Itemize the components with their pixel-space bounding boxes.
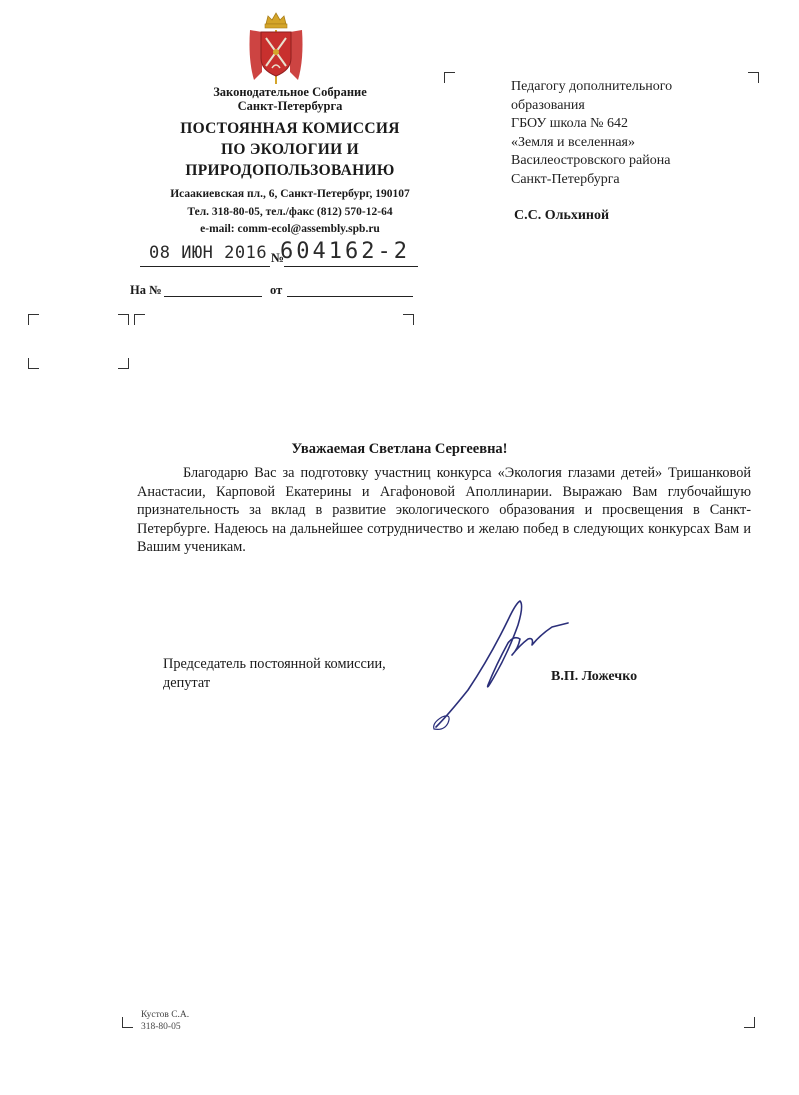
recipient-line: ГБОУ школа № 642 (511, 116, 629, 131)
greeting: Уважаемая Светлана Сергеевна! (291, 441, 508, 457)
registration-number: 604162-2 (280, 239, 410, 264)
corner-mark (28, 314, 39, 325)
number-underline (284, 266, 418, 267)
corner-mark (444, 72, 455, 83)
date-underline (140, 266, 270, 267)
executor-phone: 318-80-05 (141, 1022, 181, 1032)
corner-mark (744, 1017, 755, 1028)
recipient-block (511, 78, 672, 189)
handwritten-signature-icon (428, 595, 578, 735)
recipient-line: Педагогу дополнительного (511, 79, 673, 94)
org-name-line2: Санкт-Петербурга (237, 99, 343, 113)
ref-number-underline (164, 296, 262, 297)
corner-mark (748, 72, 759, 83)
corner-mark (118, 358, 129, 369)
email: e-mail: comm-ecol@assembly.spb.ru (200, 223, 380, 235)
signer-position-line2: депутат (163, 675, 211, 691)
corner-mark (134, 314, 145, 325)
ref-date-underline (287, 296, 413, 297)
commission-title-line2: ПО ЭКОЛОГИИ И (220, 141, 360, 158)
corner-mark (122, 1017, 133, 1028)
ref-date-label: от (270, 283, 283, 297)
phones: Тел. 318-80-05, тел./факс (812) 570-12-64 (187, 206, 393, 218)
signer-position-line1: Председатель постоянной комиссии, (163, 656, 386, 672)
commission-title-line1: ПОСТОЯННАЯ КОМИССИЯ (180, 120, 400, 137)
number-sign: № (271, 250, 285, 265)
coat-of-arms-icon (244, 10, 308, 88)
ref-number-label: На № (130, 283, 162, 297)
corner-mark (118, 314, 129, 325)
corner-mark (403, 314, 414, 325)
org-name-line1: Законодательное Собрание (213, 85, 367, 99)
commission-title-line3: ПРИРОДОПОЛЬЗОВАНИЮ (185, 162, 395, 179)
recipient-name: С.С. Ольхиной (514, 208, 610, 223)
corner-mark (28, 358, 39, 369)
recipient-line: образования (511, 97, 585, 113)
recipient-line: Василеостровского района (511, 153, 671, 168)
address: Исаакиевская пл., 6, Санкт-Петербург, 190107 (170, 188, 410, 200)
recipient-line: Санкт-Петербурга (511, 171, 620, 187)
executor-name: Кустов С.А. (141, 1010, 190, 1020)
registration-date: 08 ИЮН 2016 (149, 243, 268, 263)
letter-body: Благодарю Вас за подготовку участниц конкурса «Экология глазами детей» Тришанковой Анастасии, Карповой Екатерины и Агафоновой Аполлинарии. Выражаю Вам глубочайшую признательность за вклад в развитие экологического образования и просвещения в Санкт-Петербурге. Надеюсь на дальнейшее сотрудничество и желаю побед в следующих конкурсах Вам и Вашим ученикам. (137, 465, 751, 555)
recipient-line: «Земля и вселенная» (511, 134, 635, 150)
signer-name: В.П. Ложечко (551, 669, 638, 684)
